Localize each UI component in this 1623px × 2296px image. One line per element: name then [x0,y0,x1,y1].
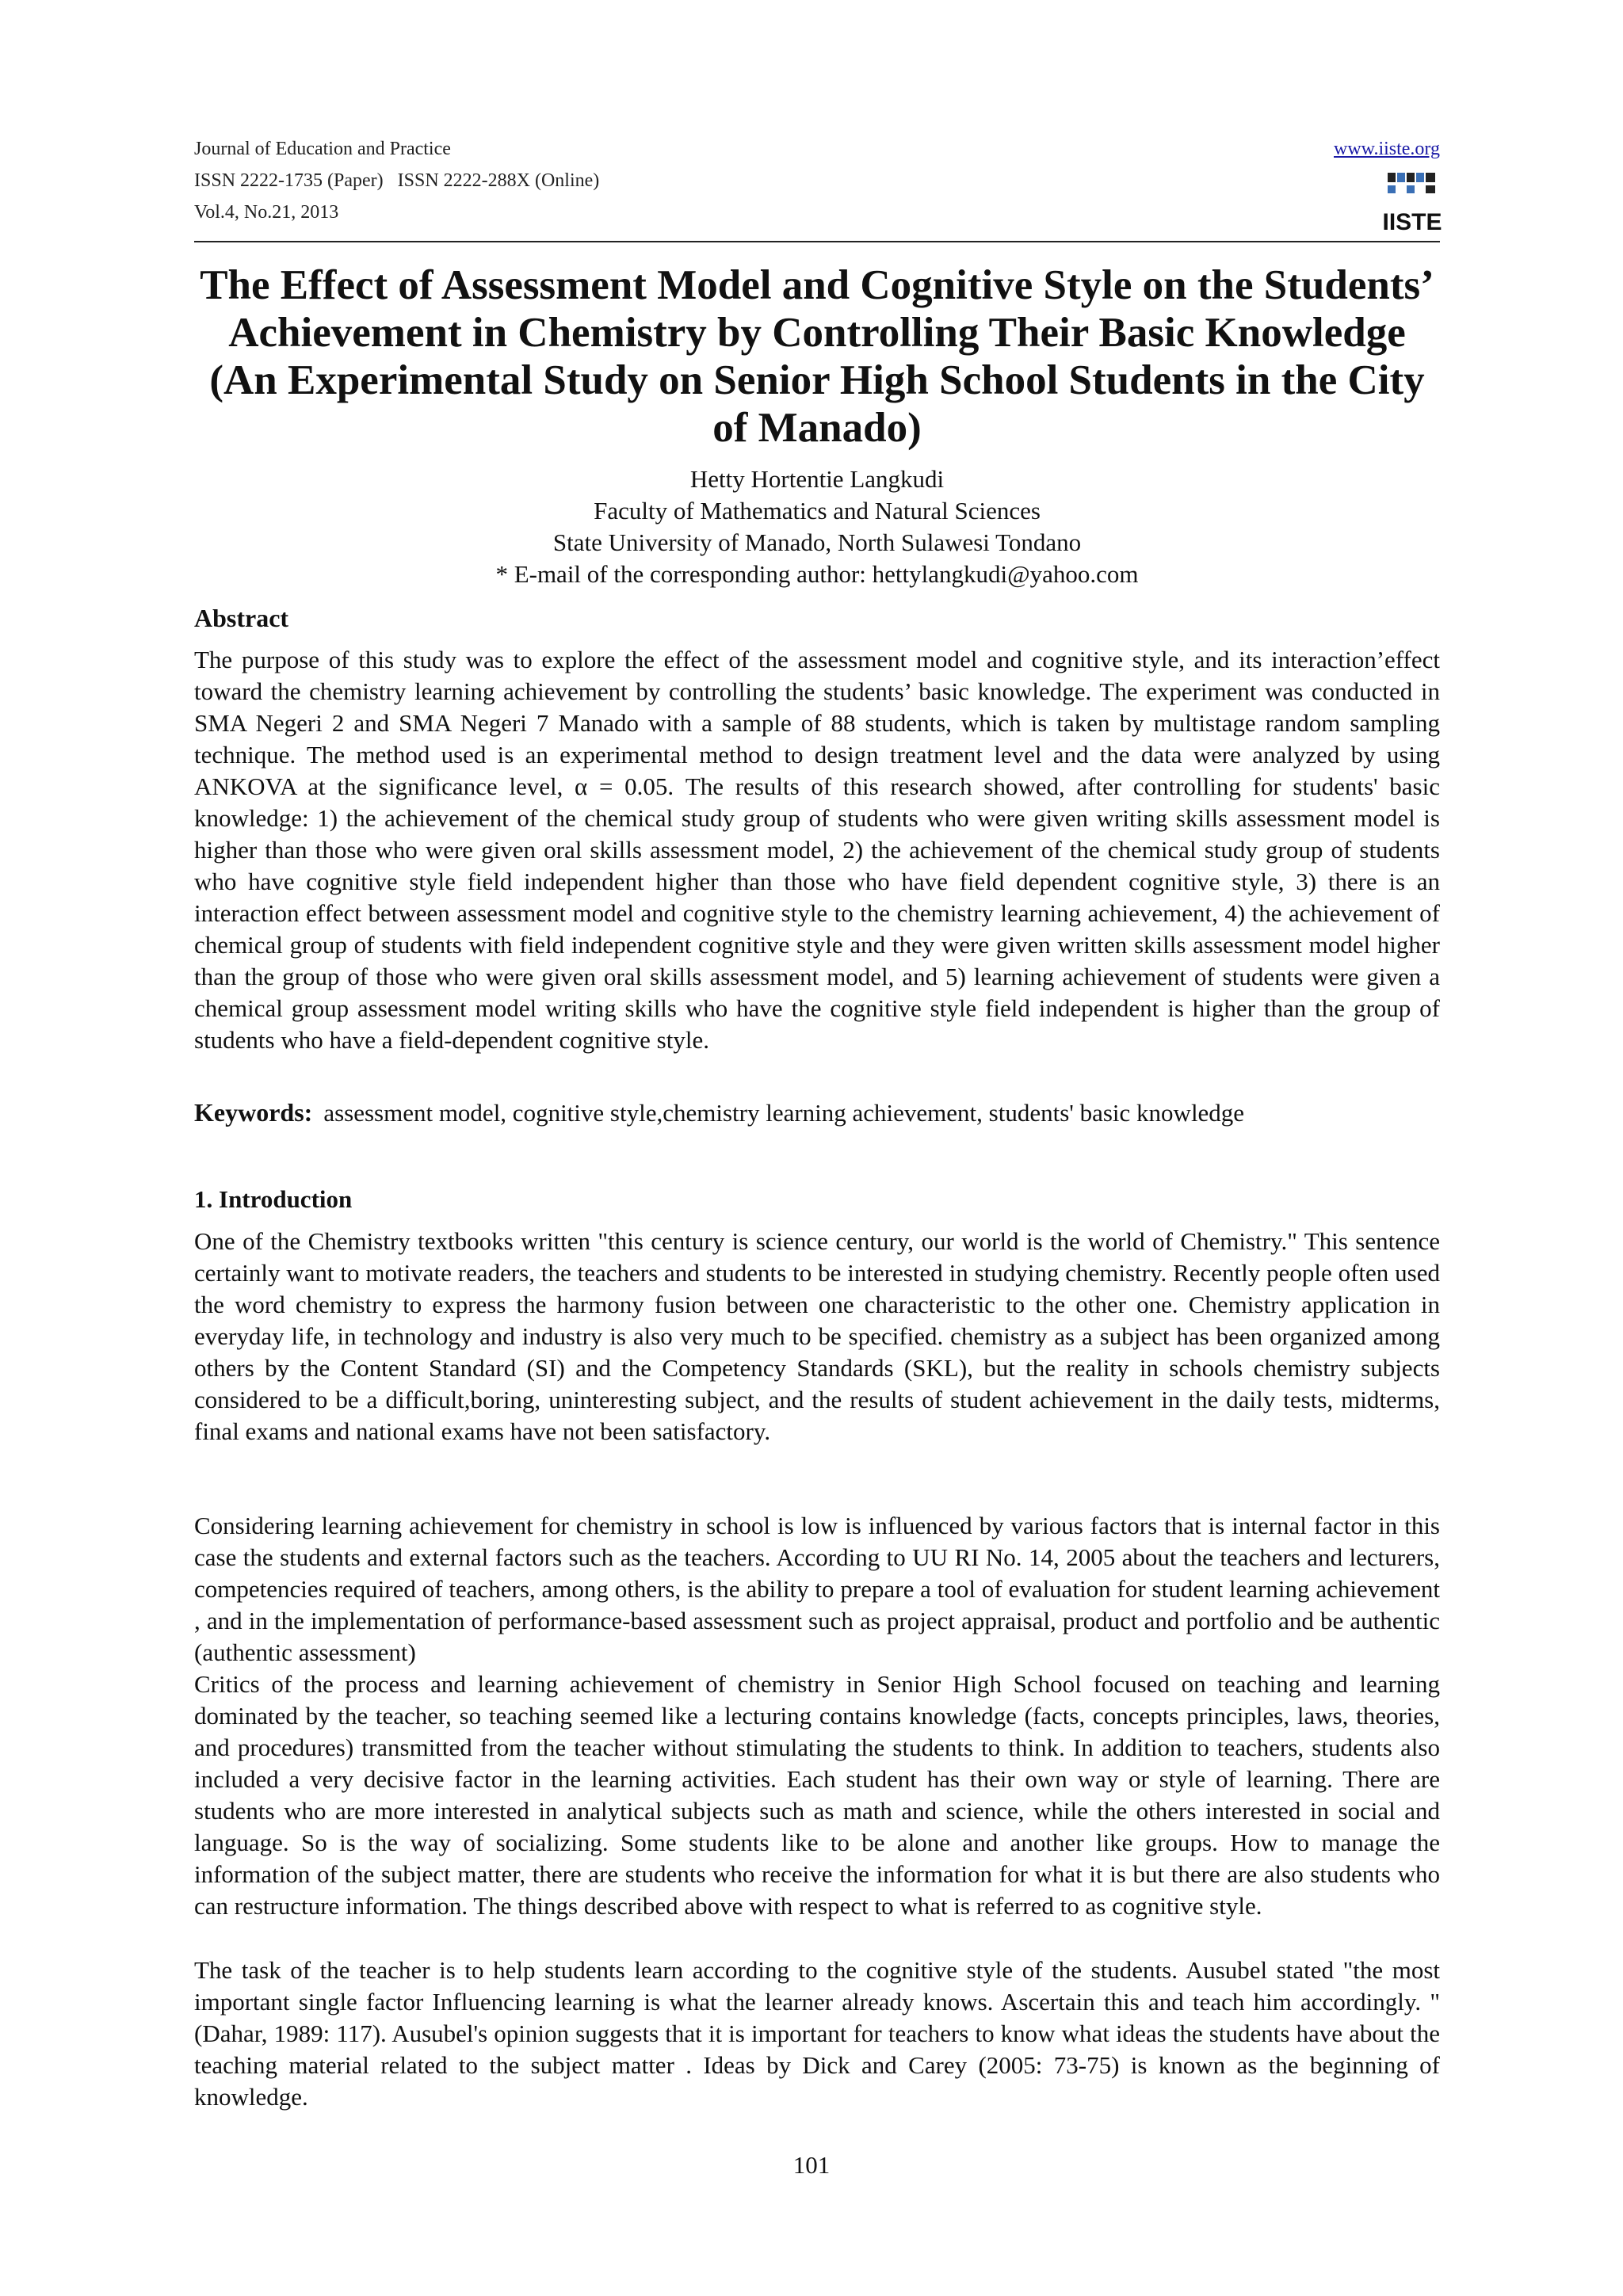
intro-paragraph-1: One of the Chemistry textbooks written "this century is science century, our world is the world of Chemistry." This sentence certainly want to motivate readers, the teachers and students to be interested in studying chemistry. Recently people often used the word chemistry to express the harmony fusion between one characteristic to the other one. Chemistry application in everyday life, in technology and industry is also very much to be specified. chemistry as a subject has been organized among others by the Content Standard (SI) and the Competency Standards (SKL), but the reality in schools chemistry subjects considered to be a difficult,boring, uninteresting subject, and the results of student achievement in the daily tests, midterms, final exams and national exams have not been satisfactory. [194,1227,1440,1445]
keywords-label: Keywords: [194,1098,313,1127]
volume-info: Vol.4, No.21, 2013 [194,202,339,223]
iiste-logo [1382,171,1442,235]
author-university: State University of Manado, North Sulawesi Tondano [552,528,1082,556]
svg-text:IISTE: IISTE [1382,209,1442,235]
author-block [194,463,1440,590]
keywords-line [194,1097,1440,1129]
journal-url-link[interactable]: www.iiste.org [1334,139,1440,159]
intro-paragraph-3: Critics of the process and learning achievement of chemistry in Senior High School focused on teaching and learning dominated by the teacher, so teaching seemed like a lecturing contains knowledge (facts, concepts principles, laws, theories, and procedures) transmitted from the teacher without stimulating the students to think. In addition to teachers, students also included a very decisive factor in the learning activities. Each student has their own way or style of learning. There are students who are more interested in analytical subjects such as math and science, while the others interested in social and language. So is the way of socializing. Some students like to be alone and another like groups. How to manage the information of the subject matter, there are students who receive the information for what it is but there are also students who can restructure information. The things described above with respect to what is referred to as cognitive style. [194,1670,1440,1920]
issn-paper: ISSN 2222-1735 (Paper) [194,170,384,191]
paper-title: The Effect of Assessment Model and Cognitive Style on the Students’ Achievement in Chemistry by Controlling Their Basic Knowledge (An Experimental Study on Senior High School Students in the City of Manado) [200,262,1434,451]
abstract-heading: Abstract [194,604,289,632]
intro-paragraph-4: The task of the teacher is to help students learn according to the cognitive style of the students. Ausubel stated "the most important single factor Influencing learning is what the learner already knows. Ascertain this and teach him accordingly. "(Dahar, 1989: 117). Ausubel's opinion suggests that it is important for teachers to know what ideas the students have about the teaching material related to the subject matter . Ideas by Dick and Carey (2005: 73-75) is known as the beginning of knowledge. [194,1956,1440,2111]
journal-header [194,133,1440,242]
author-name: Hetty Hortentie Langkudi [689,465,945,493]
page-number: 101 [792,2151,831,2179]
journal-name: Journal of Education and Practice [194,139,451,159]
introduction-heading: 1. Introduction [194,1185,353,1213]
author-faculty: Faculty of Mathematics and Natural Sciences [594,497,1041,524]
intro-paragraph-2: Considering learning achievement for chemistry in school is low is influenced by various factors that is internal factor in this case the students and external factors such as the teachers. According to UU RI No. 14, 2005 about the teachers and lecturers, competencies required of teachers, among others, is the ability to prepare a tool of evaluation for student learning achievement , and in the implementation of performance-based assessment such as project appraisal, product and portfolio and be authentic (authentic assessment) [194,1512,1440,1666]
author-email: * E-mail of the corresponding author: hettylangkudi@yahoo.com [495,560,1139,588]
abstract-text: The purpose of this study was to explore the effect of the assessment model and cognitive style, and its interaction’effect toward the chemistry learning achievement by controlling the students’ basic knowledge. The experiment was conducted in SMA Negeri 2 and SMA Negeri 7 Manado with a sample of 88 students, which is taken by multistage random sampling technique. The method used is an experimental method to design treatment level and the data were analyzed by using ANKOVA at the significance level, α = 0.05. The results of this research showed, after controlling for students' basic knowledge: 1) the achievement of the chemical study group of students who were given writing skills assessment model is higher than those who were given oral skills assessment model, 2) the achievement of the chemical study group of students who have cognitive style field independent higher than those who have field dependent cognitive style, 3) there is an interaction effect between assessment model and cognitive style to the chemistry learning achievement, 4) the achievement of chemical group of students with field independent cognitive style and they were given written skills assessment model higher than the group of those who were given oral skills assessment model, and 5) learning achievement of students were given a chemical group assessment model writing skills who have the cognitive style field independent is higher than the group of students who have a field-dependent cognitive style. [194,646,1440,1054]
issn-online: ISSN 2222-288X (Online) [397,170,600,191]
issn-line [194,165,1440,196]
keywords-text: assessment model, cognitive style,chemistry learning achievement, students' basic knowledge [323,1099,1245,1127]
